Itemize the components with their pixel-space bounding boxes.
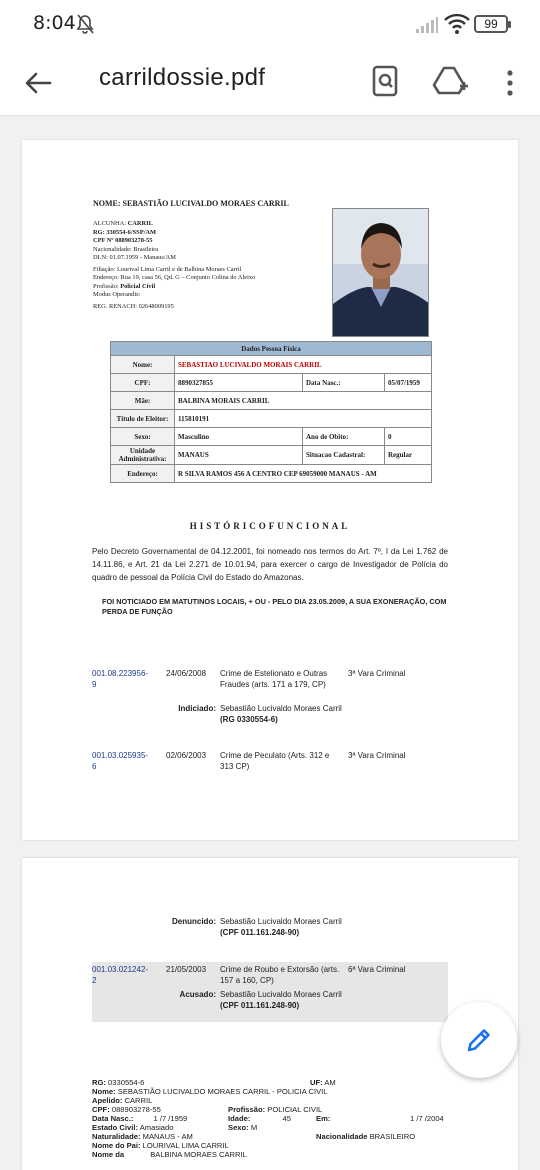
role-label: Indiciado: bbox=[178, 704, 216, 713]
label-titulo: Título de Eleitor: bbox=[111, 410, 175, 428]
battery-indicator: 99 bbox=[474, 15, 508, 33]
process-court: 3ª Vara Criminal bbox=[348, 751, 406, 760]
process-date: 21/05/2003 bbox=[166, 965, 207, 974]
app-bar bbox=[0, 50, 540, 116]
value-nome: SEBASTIAO LUCIVALDO MORAIS CARRIL bbox=[175, 356, 432, 374]
value-situacao: Regular bbox=[385, 446, 432, 465]
id-line: RG: 330554-6/SSP/AM bbox=[93, 228, 157, 236]
signal-icon bbox=[416, 17, 438, 33]
add-to-drive-icon[interactable] bbox=[432, 64, 470, 98]
historico-paragraph: Pelo Decreto Governamental de 04.12.2001, foi nomeado nos termos do Art. 7º, I da Lei 1.762 de 14.11.86, e Art. 21 da Lei 2.271 de 10.01.94, para exercer o cargo de Investigador de Polícia do quadro de pessoal da Polícia Civil do Estado do Amazonas. bbox=[92, 547, 448, 582]
value-endereco: R SILVA RAMOS 456 A CENTRO CEP 69059000 MANAUS - AM bbox=[175, 465, 432, 483]
id-line: DLN: 01.07.1959 - Manaus/AM bbox=[93, 254, 176, 261]
process-number: 001.08.223956- 9 bbox=[92, 669, 149, 689]
personal-data-table bbox=[110, 341, 432, 483]
photo-portrait bbox=[333, 209, 429, 337]
id-line: Endereço: Rua 19, casa 56, Qd. G – Conjunto Colina do Aleixo bbox=[93, 274, 256, 281]
process-number: 001.03.025935- 6 bbox=[92, 751, 149, 771]
edit-button[interactable] bbox=[441, 1002, 517, 1078]
role-person: Sebastião Lucivaldo Moraes Carril (RG 0330554-6) bbox=[220, 704, 342, 724]
subject-photo bbox=[332, 208, 429, 337]
id-line: Modus Operandis: bbox=[93, 291, 141, 298]
search-document-icon[interactable] bbox=[370, 64, 402, 98]
id-line: REG. RENACH: 02648009195 bbox=[93, 302, 174, 310]
label-unidade: Unidade Administrativa: bbox=[111, 446, 175, 465]
label-nasc: Data Nasc.: bbox=[303, 374, 385, 392]
subject-name: NOME: SEBASTIÃO LUCIVALDO MORAES CARRIL bbox=[93, 199, 289, 208]
edit-pencil-icon bbox=[464, 1025, 494, 1055]
id-line: Nacionalidade: Brasileira bbox=[93, 245, 159, 253]
role-person: Sebastião Lucivaldo Moraes Carril (CPF 011.161.248-90) bbox=[220, 990, 342, 1010]
id-line: Filiação: Lourival Lima Carril e de Balbina Moraes Carril bbox=[93, 265, 242, 273]
process-crime: Crime de Estelionato e Outras Fraudes (arts. 171 a 179, CP) bbox=[220, 669, 328, 689]
process-date: 24/06/2008 bbox=[166, 669, 207, 678]
value-titulo: 115810191 bbox=[175, 410, 432, 428]
label-cpf: CPF: bbox=[111, 374, 175, 392]
value-nasc: 05/07/1959 bbox=[385, 374, 432, 392]
value-obito: 0 bbox=[385, 428, 432, 446]
more-vert-icon[interactable] bbox=[500, 66, 520, 100]
identity-block bbox=[93, 220, 255, 311]
label-sexo: Sexo: bbox=[111, 428, 175, 446]
label-situacao: Situacao Cadastral: bbox=[303, 446, 385, 465]
process-crime: Crime de Peculato (Arts. 312 e 313 CP) bbox=[220, 751, 330, 771]
back-arrow-icon[interactable] bbox=[22, 67, 54, 99]
process-court: 3ª Vara Criminal bbox=[348, 669, 406, 678]
table-header: Dados Pessoa Física bbox=[111, 342, 432, 356]
value-unidade: MANAUS bbox=[175, 446, 303, 465]
label-endereco: Endereço: bbox=[111, 465, 175, 483]
label-obito: Ano de Obito: bbox=[303, 428, 385, 446]
pdf-page-2[interactable] bbox=[22, 858, 518, 1170]
document-title: carrildossie.pdf bbox=[99, 64, 266, 91]
value-sexo: Masculino bbox=[175, 428, 303, 446]
bell-off-icon bbox=[76, 14, 94, 34]
value-cpf: 8890327855 bbox=[175, 374, 303, 392]
role-label: Denuncido: bbox=[172, 917, 216, 926]
noticia-text: FOI NOTICIADO EM MATUTINOS LOCAIS, + OU - PELO DIA 23.05.2009, A SUA EXONERAÇÃO, COM PERDA DE FUNÇÃO bbox=[102, 597, 447, 616]
process-crime: Crime de Roubo e Extorsão (arts. 157 a 160, CP) bbox=[220, 965, 340, 985]
status-time: 8:04 bbox=[33, 12, 76, 34]
wifi-icon bbox=[444, 13, 470, 35]
historico-heading: HISTÓRICOFUNCIONAL bbox=[189, 521, 351, 531]
value-mae: BALBINA MORAIS CARRIL bbox=[175, 392, 432, 410]
role-person: Sebastião Lucivaldo Moraes Carril (CPF 011.161.248-90) bbox=[220, 917, 342, 937]
id-line: ALCUNHA: CARRIL bbox=[93, 220, 153, 227]
label-mae: Mãe: bbox=[111, 392, 175, 410]
id-line: Profissão: Policial Civil bbox=[93, 282, 156, 290]
id-line: CPF Nº 088903278-55 bbox=[93, 237, 153, 244]
label-nome: Nome: bbox=[111, 356, 175, 374]
pdf-page-1[interactable] bbox=[22, 140, 518, 840]
process-date: 02/06/2003 bbox=[166, 751, 207, 760]
process-number: 001.03.021242- 2 bbox=[92, 965, 149, 985]
process-court: 6ª Vara Criminal bbox=[348, 965, 406, 974]
record-block: RG: 0330554-6 UF: AM Nome: SEBASTIÃO LUCIVALDO MORAES CARRIL - POLICIA CIVIL Apelido: CARRIL CPF: 088903278-55 Profissão: POLICIAL CIVIL Data Nasc.: 1 /7 /1959 Idade: 45 Em: 1 /7 /2004 Estado Civil: Amasiado Sexo: M Naturalidade: MANAUS - AM Nacionalidade BRASILEIRO Nome do Pai: LOURIVAL LIMA CARRIL Nome da BALBINA MORAES CARRIL bbox=[92, 1078, 444, 1159]
status-bar bbox=[0, 0, 540, 50]
role-label: Acusado: bbox=[179, 990, 216, 999]
